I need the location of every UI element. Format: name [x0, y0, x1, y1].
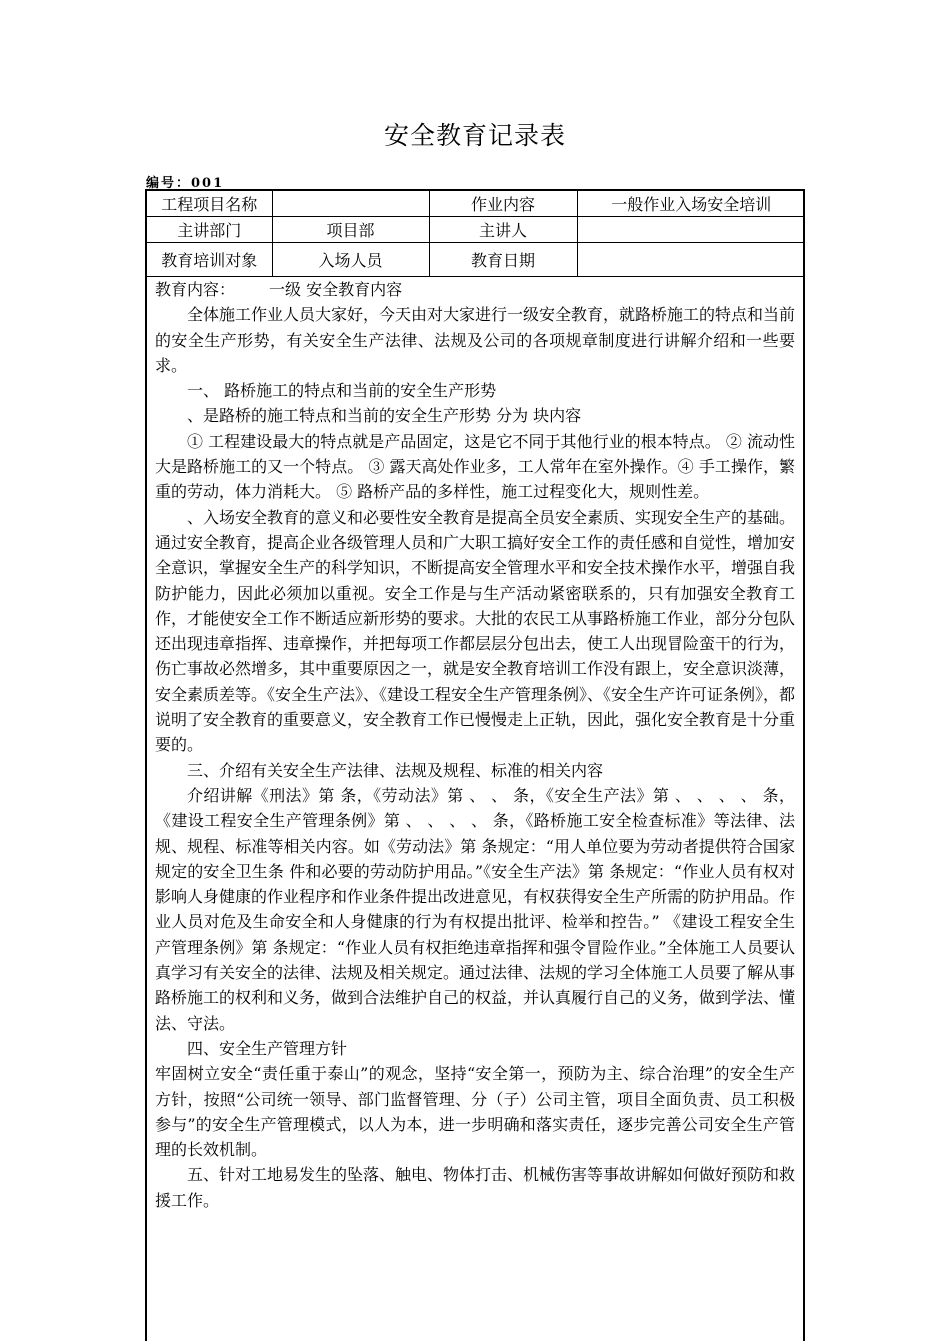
section-heading-1: 一、 路桥施工的特点和当前的安全生产形势	[187, 381, 497, 401]
table-row	[147, 191, 805, 217]
work-content-label: 作业内容	[429, 191, 577, 217]
work-content-value: 一般作业入场安全培训	[577, 191, 805, 217]
content-heading	[155, 277, 795, 302]
project-name-label: 工程项目名称	[147, 191, 272, 217]
table-row	[147, 217, 805, 243]
date-value	[577, 243, 805, 277]
table-row	[147, 243, 805, 277]
paragraph-intro: 全体施工作业人员大家好，今天由对大家进行一级安全教育，就路桥施工的特点和当前的安全生产形势，有关安全生产法律、法规及公司的各项规章制度进行讲解介绍和一些要求。	[155, 305, 796, 375]
subsection-heading: 、是路桥的施工特点和当前的安全生产形势 分为 块内容	[187, 406, 582, 426]
content-heading-label: 教育内容：	[155, 280, 236, 299]
record-form	[145, 189, 805, 1341]
project-name-value	[272, 191, 429, 217]
paragraph-laws: 介绍讲解《刑法》第 条，《劳动法》第 、 、 条，《安全生产法》第 、 、 、 、 条，《建设工程安全生产管理条例》第 、 、 、 、 条，《路桥施工安全检查标准》等法律、法规、规程、标准等相关内容。如《劳动法》第 条规定：“用人单位要为劳动者提供符合国家规定的安全卫生条 件和必要的劳动防护用品。”《安全生产法》第 条规定：“作业人员有权对影响人身健康的作业程序和作业条件提出改进意见，有权获得安全生产所需的防护用品。作业人员对危及生命安全和人身健康的行为有权提出批评、检举和控告。” 《建设工程安全生产管理条例》第 条规定：“作业人员有权拒绝违章指挥和强令冒险作业。”全体施工人员要认真学习有关安全的法律、法规及相关规定。通过法律、法规的学习全体施工人员要了解从事路桥施工的权利和义务，做到合法维护自己的权益，并认真履行自己的义务，做到学法、懂法、守法。	[155, 785, 796, 1033]
info-table	[147, 191, 805, 277]
paragraph-significance: 、入场安全教育的意义和必要性安全教育是提高全员安全素质、实现安全生产的基础。通过安全教育，提高企业各级管理人员和广大职工搞好安全工作的责任感和自觉性，增加安全意识，掌握安全生产的科学知识，不断提高安全管理水平和安全技术操作水平，增强自我防护能力，因此必须加以重视。安全工作是与生产活动紧密联系的，只有加强安全教育工作，才能使安全工作不断适应新形势的要求。大批的农民工从事路桥施工作业，部分分包队还出现违章指挥、违章操作，并把每项工作都层层分包出去，使工人出现冒险蛮干的行为，伤亡事故必然增多，其中重要原因之一，就是安全教育培训工作没有跟上，安全意识淡薄，安全素质差等。《安全生产法》、《建设工程安全生产管理条例》、《安全生产许可证条例》，都说明了安全教育的重要意义，安全教育工作已慢慢走上正轨，因此，强化安全教育是十分重要的。	[155, 507, 796, 755]
dept-value: 项目部	[272, 217, 429, 243]
target-value: 入场人员	[272, 243, 429, 277]
paragraph-features: ① 工程建设最大的特点就是产品固定，这是它不同于其他行业的根本特点。 ② 流动性大是路桥施工的又一个特点。 ③ 露天高处作业多，工人常年在室外操作。④ 手工操作，繁重的劳动，体力消耗大。 ⑤ 路桥产品的多样性，施工过程变化大，规则性差。	[155, 431, 795, 502]
date-label: 教育日期	[429, 243, 577, 277]
section-heading-3: 三、介绍有关安全生产法律、法规及规程、标准的相关内容	[187, 760, 604, 780]
document-number: 编号：001	[146, 176, 225, 191]
paragraph-policy: 牢固树立安全“责任重于泰山”的观念，坚持“安全第一，预防为主、综合治理”的安全生产方针，按照“公司统一领导、部门监督管理、分（子）公司主管，项目全面负责、员工积极参与”的安全生产管理模式，以人为本，进一步明确和落实责任，逐步完善公司安全生产管理的长效机制。	[155, 1064, 795, 1160]
speaker-label: 主讲人	[429, 217, 577, 243]
paragraph-accidents: 五、针对工地易发生的坠落、触电、物体打击、机械伤害等事故讲解如何做好预防和救援工作。	[155, 1165, 796, 1210]
education-content	[147, 277, 803, 1213]
section-heading-4: 四、安全生产管理方针	[187, 1038, 348, 1058]
page-title: 安全教育记录表	[383, 121, 566, 150]
target-label: 教育培训对象	[147, 243, 272, 277]
speaker-value	[577, 217, 805, 243]
dept-label: 主讲部门	[147, 217, 272, 243]
content-heading-value: 一级 安全教育内容	[269, 280, 403, 299]
